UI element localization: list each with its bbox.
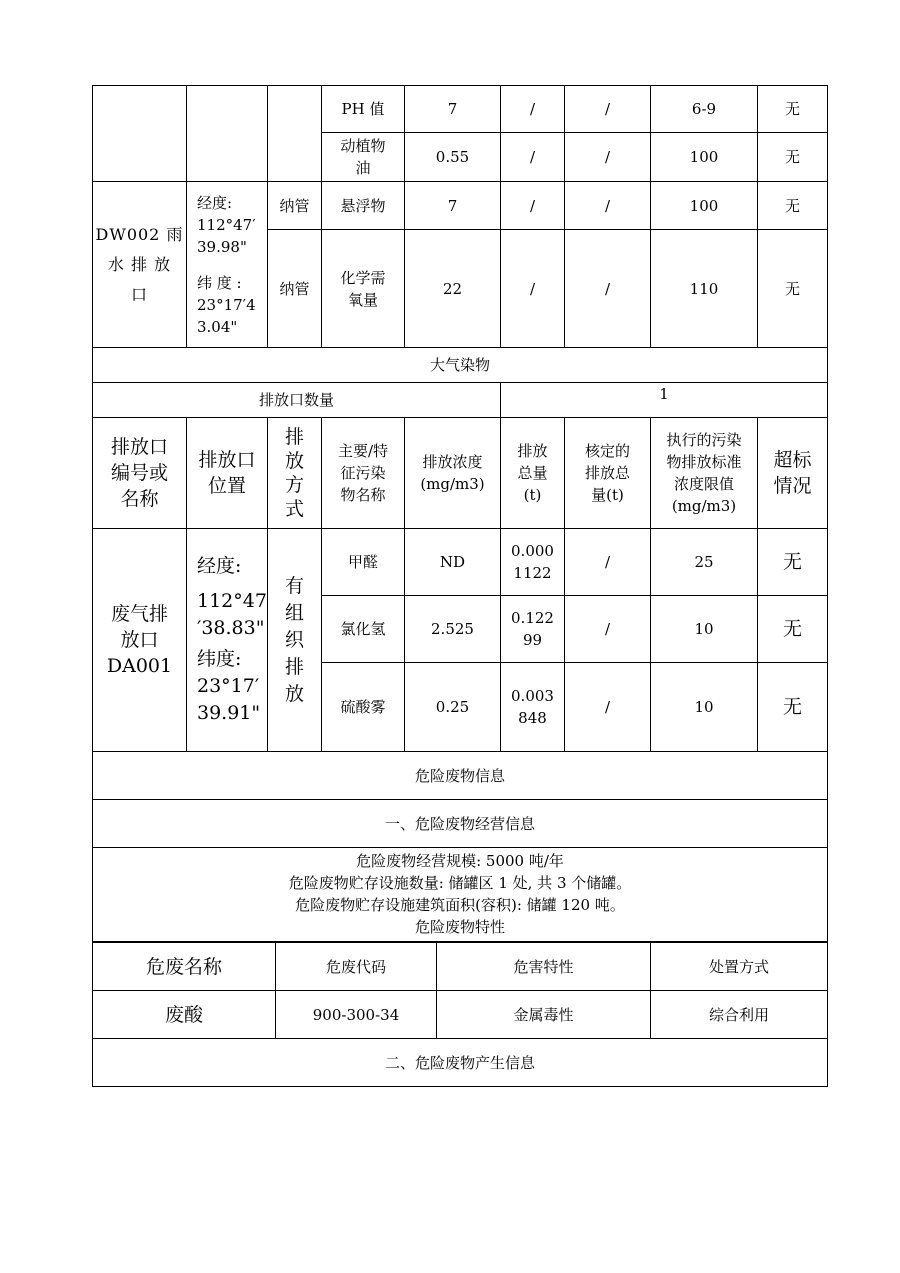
total-cell: 0.000 1122 xyxy=(501,529,565,596)
table-row xyxy=(93,991,828,1039)
approved-cell: / xyxy=(565,133,651,182)
table-row xyxy=(93,86,828,133)
outlet-name-cell: DW002 雨 水 排 放 口 xyxy=(93,182,187,348)
method-cell: 纳管 xyxy=(268,182,322,230)
limit-cell: 110 xyxy=(651,230,758,348)
latitude-value: 23°17′4 3.04" xyxy=(197,295,256,336)
pollutant-cell: 甲醛 xyxy=(322,529,405,596)
info-line: 危险废物经营规模: 5000 吨/年 xyxy=(356,852,564,870)
approved-cell: / xyxy=(565,663,651,752)
emission-table xyxy=(92,85,828,942)
concentration-cell: 7 xyxy=(405,86,501,133)
approved-cell: / xyxy=(565,596,651,663)
exceed-cell: 无 xyxy=(758,663,828,752)
table-row xyxy=(93,800,828,848)
latitude-value: 23°17′ 39.91" xyxy=(197,675,261,724)
outlet-count-value: 1 xyxy=(501,383,828,418)
limit-cell: 100 xyxy=(651,133,758,182)
approved-cell: / xyxy=(565,182,651,230)
disposal-cell: 综合利用 xyxy=(651,991,828,1039)
total-cell: 0.122 99 xyxy=(501,596,565,663)
limit-cell: 10 xyxy=(651,663,758,752)
outlet-location-cell xyxy=(187,529,268,752)
info-line: 危险废物贮存设施建筑面积(容积): 储罐 120 吨。 xyxy=(295,896,625,914)
longitude-value: 112°47 ′38.83" xyxy=(197,590,267,639)
blank-cell xyxy=(268,86,322,182)
exceed-cell: 无 xyxy=(758,529,828,596)
exceed-cell: 无 xyxy=(758,230,828,348)
table-row xyxy=(93,529,828,596)
pollutant-cell: 悬浮物 xyxy=(322,182,405,230)
hazardous-section-title: 危险废物信息 xyxy=(93,752,828,800)
header-outlet-id: 排放口 编号或 名称 xyxy=(93,418,187,529)
header-method: 排 放 方 式 xyxy=(268,418,322,529)
table-row xyxy=(93,1039,828,1087)
hazard-property-cell: 金属毒性 xyxy=(437,991,651,1039)
blank-cell xyxy=(93,86,187,182)
waste-code-cell: 900-300-34 xyxy=(276,991,437,1039)
info-line: 危险废物贮存设施数量: 储罐区 1 处, 共 3 个储罐。 xyxy=(288,874,632,892)
total-cell: / xyxy=(501,182,565,230)
method-cell: 纳管 xyxy=(268,230,322,348)
method-cell: 有 组 织 排 放 xyxy=(268,529,322,752)
concentration-cell: 22 xyxy=(405,230,501,348)
exceed-cell: 无 xyxy=(758,596,828,663)
total-cell: / xyxy=(501,86,565,133)
total-cell: / xyxy=(501,230,565,348)
concentration-cell: 0.55 xyxy=(405,133,501,182)
limit-cell: 100 xyxy=(651,182,758,230)
pollutant-cell: PH 值 xyxy=(322,86,405,133)
outlet-name-cell: 废气排 放口 DA001 xyxy=(93,529,187,752)
hazardous-property-table xyxy=(92,942,828,1087)
waste-name-cell: 废酸 xyxy=(93,991,276,1039)
pollutant-cell: 动植物 油 xyxy=(322,133,405,182)
approved-cell: / xyxy=(565,230,651,348)
longitude-label: 经度: xyxy=(197,193,233,212)
concentration-cell: 2.525 xyxy=(405,596,501,663)
exceed-cell: 无 xyxy=(758,86,828,133)
exceed-cell: 无 xyxy=(758,182,828,230)
header-waste-code: 危废代码 xyxy=(276,943,437,991)
header-exceed: 超标 情况 xyxy=(758,418,828,529)
concentration-cell: ND xyxy=(405,529,501,596)
approved-cell: / xyxy=(565,529,651,596)
table-row xyxy=(93,383,828,418)
limit-cell: 10 xyxy=(651,596,758,663)
longitude-label: 经度: xyxy=(197,555,242,577)
table-row xyxy=(93,752,828,800)
header-pollutant: 主要/特 征污染 物名称 xyxy=(322,418,405,529)
table-row xyxy=(93,943,828,991)
header-location: 排放口 位置 xyxy=(187,418,268,529)
limit-cell: 6-9 xyxy=(651,86,758,133)
header-limit: 执行的污染 物排放标准 浓度限值 (mg/m3) xyxy=(651,418,758,529)
header-concentration: 排放浓度 (mg/m3) xyxy=(405,418,501,529)
table-row xyxy=(93,182,828,230)
outlet-location-cell xyxy=(187,182,268,348)
latitude-label: 纬度: xyxy=(197,648,242,670)
info-line: 危险废物特性 xyxy=(414,918,505,936)
concentration-cell: 0.25 xyxy=(405,663,501,752)
limit-cell: 25 xyxy=(651,529,758,596)
pollutant-cell: 硫酸雾 xyxy=(322,663,405,752)
header-total: 排放 总量 (t) xyxy=(501,418,565,529)
exceed-cell: 无 xyxy=(758,133,828,182)
blank-cell xyxy=(187,86,268,182)
latitude-label: 纬 度 : xyxy=(197,273,242,292)
header-hazard-property: 危害特性 xyxy=(437,943,651,991)
table-row xyxy=(93,848,828,942)
total-cell: 0.003 848 xyxy=(501,663,565,752)
longitude-value: 112°47′ 39.98" xyxy=(197,215,256,256)
table-row xyxy=(93,348,828,383)
pollutant-cell: 化学需 氧量 xyxy=(322,230,405,348)
hazardous-sub1-title: 一、危险废物经营信息 xyxy=(93,800,828,848)
hazardous-sub2-title: 二、危险废物产生信息 xyxy=(93,1039,828,1087)
header-disposal: 处置方式 xyxy=(651,943,828,991)
total-cell: / xyxy=(501,133,565,182)
header-approved: 核定的 排放总 量(t) xyxy=(565,418,651,529)
hazardous-info-block xyxy=(93,848,828,942)
pollutant-cell: 氯化氢 xyxy=(322,596,405,663)
table-row xyxy=(93,418,828,529)
concentration-cell: 7 xyxy=(405,182,501,230)
approved-cell: / xyxy=(565,86,651,133)
outlet-count-label: 排放口数量 xyxy=(93,383,501,418)
header-waste-name: 危废名称 xyxy=(93,943,276,991)
air-section-title: 大气染物 xyxy=(93,348,828,383)
